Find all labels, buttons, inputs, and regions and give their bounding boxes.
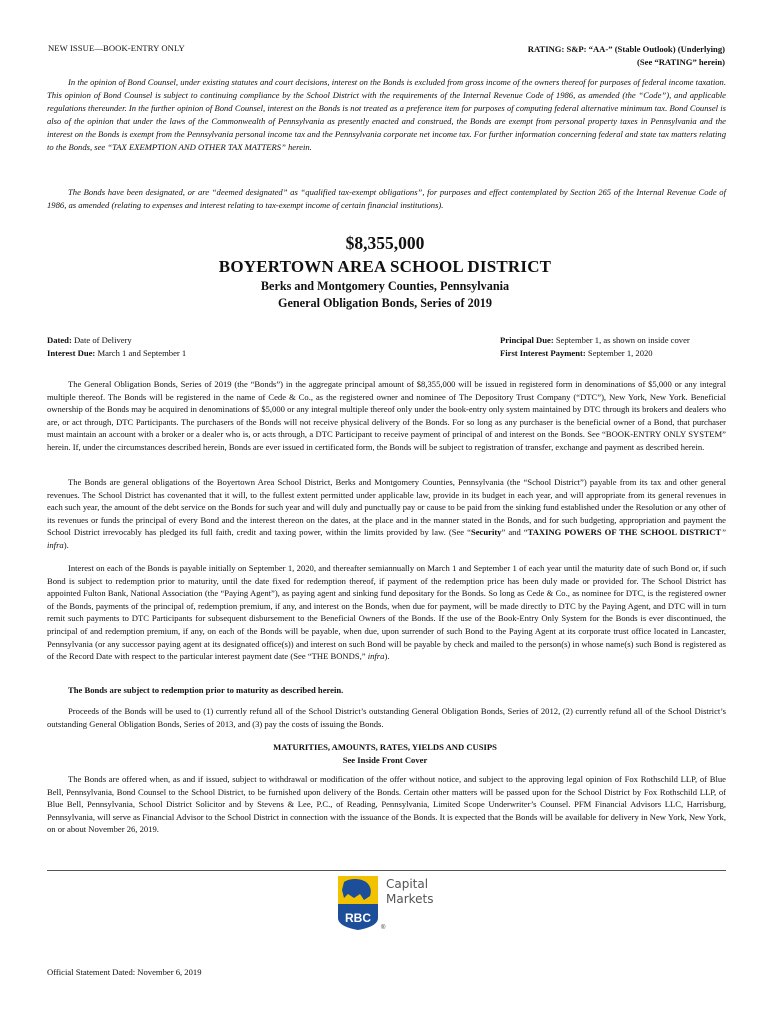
infra-marker: infra — [367, 651, 385, 662]
first-interest-label: First Interest Payment: — [500, 348, 586, 358]
issuer-counties: Berks and Montgomery Counties, Pennsylvania — [260, 279, 510, 293]
interest-payment-text: Interest on each of the Bonds is payable initially on September 1, 2020, and thereafter semiannually on March 1 and September 1 of each year until the maturity date of such Bond or, if such Bond is subject to redemption prior to maturity, until the date fixed for redemption thereof, if payment of the redemption price has been duly made or provided for. The School District has appointed Fulton Bank, National Association (the “Paying Agent”), as paying agent and sinking fund depositary for the Bonds. So long as Cede & Co., as nominee for DTC, is the registered owner of the Bonds, payments of the principal of, redemption premium, if any, and interest on the Bonds, when due for payment, will be made directly to DTC by the Paying Agent, and DTC will in turn remit such payments to DTC Participants for subsequent disbursement to the Beneficial Owners of the Bonds. If the use of the Book-Entry Only System for the Bonds is ever discontinued, the principal of and redemption premium, if any, on each of the Bonds will be payable, when due, upon surrender of such Bond to the Paying Agent at its corporate trust office located in Lancaster, Pennsylvania (or any successor paying agent at its designated office(s)) and interest on such Bond will be payable by check and mailed to the person(s) in whose name(s) such Bond is registered as of the Record Date with respect to the particular interest payment date (See “THE BONDS,” — [47, 563, 726, 662]
dated-label: Dated: — [47, 335, 72, 345]
use-of-proceeds-paragraph: Proceeds of the Bonds will be used to (1) currently refund all of the School District’s outstanding General Obligation Bonds, Series of 2012, (2) currently refund all of the School District’s outstanding General Obligation Bonds, Series of 2013, and (3) pay the costs of issuing the Bonds. — [47, 706, 726, 729]
security-paragraph — [47, 476, 726, 552]
security-text: The Bonds are general obligations of the Boyertown Area School District, Berks and Montgomery Counties, Pennsylvania (the “School District”) payable from its tax and other general revenues. The School District has covenanted that it will, to the fullest extent permitted under applicable law, provide in its budget in each year, and will appropriate from its general revenues in each such year, the amount of the debt service on the Bonds for such year and will duly and punctually pay or cause to be paid from the sinking fund established under the Resolution or any other of its revenues or funds the principal of every Bond and the interest thereon on the dates, at the place and in the manner stated in the Bonds, and for such budgeting, appropriation and payment the School District irrevocably has pledged its full faith, credit and taxing power, within the limits provided by law. (See “ — [47, 477, 726, 538]
interest-due-row — [47, 347, 186, 360]
security-end: ). — [63, 539, 69, 550]
divider — [47, 870, 726, 871]
dated-value: Date of Delivery — [71, 335, 132, 345]
logo-capital: Capital — [386, 877, 429, 891]
maturities-reference: See Inside Front Cover — [342, 755, 428, 765]
statement-date: Official Statement Dated: November 6, 2019 — [47, 967, 202, 977]
issuer-name: BOYERTOWN AREA SCHOOL DISTRICT — [218, 257, 552, 276]
interest-due-label: Interest Due: — [47, 348, 96, 358]
interest-payment-paragraph — [47, 562, 726, 663]
principal-due-label: Principal Due: — [500, 335, 554, 345]
principal-amount: $8,355,000 — [345, 233, 425, 253]
offering-paragraph: The Bonds are offered when, as and if issued, subject to withdrawal or modification of the offer without notice, and subject to the approving legal opinion of Fox Rothschild LLP, of Blue Bell, Pennsylvania, Bond Counsel to the School District, to be furnished upon delivery of the Bonds. Certain other matters will be passed upon for the School District by Fox Rothschild LLP, of Blue Bell, Pennsylvania, School District Solicitor and by Stevens & Lee, P.C., of Reading, Pennsylvania, Limited Scope Underwriter’s Counsel. PFM Financial Advisors LLC, Harrisburg, Pennsylvania, will serve as Financial Advisor to the School District in connection with the issuance of the Bonds. It is expected that the Bonds will be available for delivery in New York, New York, on or about November 26, 2019. — [47, 774, 726, 835]
taxing-powers-reference: TAXING POWERS OF THE SCHOOL DISTRICT — [527, 527, 722, 538]
logo-markets: Markets — [386, 892, 434, 906]
interest-due-value: March 1 and September 1 — [95, 348, 187, 358]
issue-type: NEW ISSUE—BOOK-ENTRY ONLY — [48, 43, 185, 53]
redemption-notice: The Bonds are subject to redemption prior to maturity as described herein. — [68, 685, 344, 695]
bond-series: General Obligation Bonds, Series of 2019 — [278, 296, 492, 310]
rating-line: RATING: S&P: “AA-” (Stable Outlook) (Underlying) — [527, 44, 725, 54]
rating-reference: (See “RATING” herein) — [637, 57, 725, 67]
security-connector: ” and “ — [501, 527, 528, 538]
first-interest-value: September 1, 2020 — [585, 348, 653, 358]
bond-registration-paragraph: The General Obligation Bonds, Series of 2019 (the “Bonds”) in the aggregate principal amount of $8,355,000 will be issued in registered form in denominations of $5,000 or any integral multiple thereof. The Bonds will be registered in the name of Cede & Co., as the registered owner and nominee of The Depository Trust Company (“DTC”), New York, New York. Beneficial ownership of the Bonds may be acquired in denominations of $5,000 or any integral multiple thereof only under the book-entry only system maintained by DTC through its brokers and dealers who are, or act through, DTC Participants. The purchasers of the Bonds will not receive physical delivery of the Bonds. For so long as any purchaser is the beneficial owner of a Bond, that purchaser must maintain an account with a broker or a dealer who is, or acts through, a DTC Participant to receive payment of principal of and interest on the Bonds. See “BOOK-ENTRY ONLY SYSTEM” herein. If, under the circumstances described herein, Bonds are ever issued in certificated form, the Bonds will be subject to registration of transfer, exchange and payment as described herein. — [47, 379, 726, 452]
infra-marker: ” infra — [47, 527, 726, 550]
first-interest-row — [500, 347, 653, 360]
principal-due-row — [500, 334, 690, 347]
maturities-heading: MATURITIES, AMOUNTS, RATES, YIELDS AND CUSIPS — [273, 742, 497, 752]
registered-mark: ® — [381, 925, 386, 930]
rating-block — [528, 43, 725, 69]
tax-opinion-paragraph: In the opinion of Bond Counsel, under existing statutes and court decisions, interest on the Bonds is excluded from gross income of the owners thereof for purposes of federal income taxation. This opinion of Bond Counsel is subject to continuing compliance by the School District with the requirements of the Internal Revenue Code of 1986, as amended (the “Code”), and applicable regulations thereunder. In the further opinion of Bond Counsel, interest on the Bonds is not treated as a preference item for purposes of computing federal alternative minimum tax. Bond Counsel is also of the opinion that under the laws of the Commonwealth of Pennsylvania as presently enacted and construed, the Bonds are exempt from personal property taxes in Pennsylvania and the interest on the Bonds is exempt from the Pennsylvania personal income tax and the Pennsylvania corporate net income tax. For further information concerning federal and state tax matters relating to the Bonds, see “TAX EXEMPTION AND OTHER TAX MATTERS” herein. — [47, 77, 726, 152]
security-reference: Security — [470, 527, 502, 538]
brand-mark: RBC — [345, 911, 371, 925]
qualified-obligations-paragraph: The Bonds have been designated, or are “deemed designated” as “qualified tax-exempt obligations”, for purposes and effect contemplated by Section 265 of the Internal Revenue Code of 1986, as amended (relating to expenses and interest relating to tax-exempt income of certain financial institutions). — [47, 187, 726, 210]
principal-due-value: September 1, as shown on inside cover — [553, 335, 690, 345]
interest-payment-end: ). — [384, 651, 390, 662]
dated-row — [47, 334, 132, 347]
